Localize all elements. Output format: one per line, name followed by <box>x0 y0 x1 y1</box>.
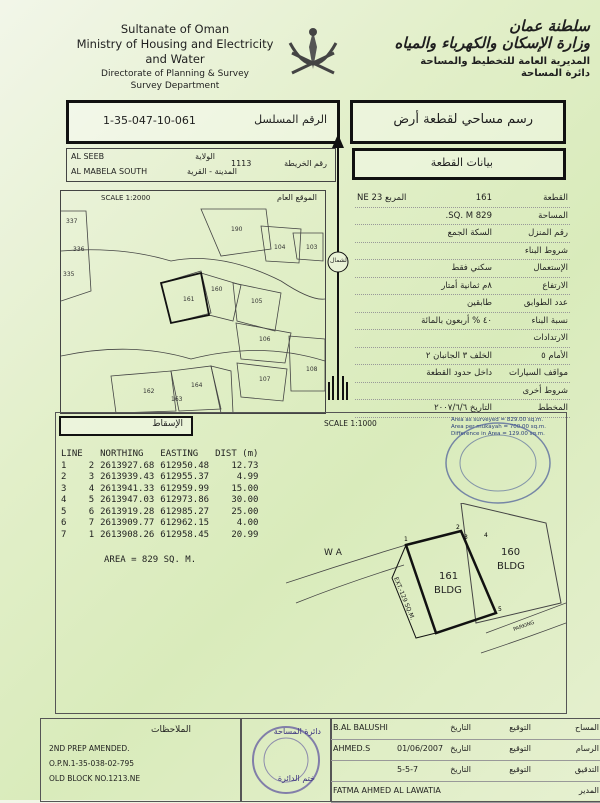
serial-number-box <box>66 100 340 144</box>
area-per-mukayah: Area per mukayah = 700.00 sq.m. <box>451 424 547 430</box>
plot-number-label: 161 <box>439 571 459 582</box>
wa-label: W A <box>324 548 342 558</box>
date-col-label: التاريخ <box>450 765 471 774</box>
distance-value: 25.00 <box>231 506 259 517</box>
signature-role: الرسام <box>575 744 599 753</box>
plot-data-label: رقم المنزل <box>528 228 568 238</box>
survey-scale: SCALE 1:1000 <box>324 419 377 428</box>
date-col-label: التاريخ <box>450 723 471 732</box>
plot-data-label: المخطط <box>537 403 568 413</box>
ministry-name: Ministry of Housing and Electricity <box>76 37 274 51</box>
plot-data-label: القطعة <box>543 193 568 203</box>
col-dist: DIST (m) <box>215 449 259 459</box>
stamp-box <box>240 718 332 802</box>
plot-data-row <box>355 348 570 366</box>
plot-data-value: داخل حدود القطعة <box>426 368 492 378</box>
key-map-plot-336: 336 <box>73 246 85 253</box>
signature-col-label: التوقيع <box>509 765 531 774</box>
distance-value: 4.99 <box>236 472 259 482</box>
plot-data-row <box>355 278 570 296</box>
ministry-name-cont: and Water <box>145 52 205 66</box>
plot-data-row <box>355 208 570 226</box>
department-name: Survey Department <box>130 81 220 91</box>
distance-value: 4.00 <box>236 518 259 528</box>
survey-stamp-icon <box>441 413 556 508</box>
plot-data-title: بيانات القطعة <box>430 156 493 169</box>
map-number-label: رقم الخريطة <box>284 159 327 168</box>
document-title: رسم مساحي لقطعة أرض <box>393 112 533 127</box>
key-map-plot-161: 161 <box>183 296 195 303</box>
coordinates-table <box>58 449 261 541</box>
plot-data-label: نسبة البناء <box>531 315 568 326</box>
line-to: 6 <box>88 506 95 517</box>
plot-data-label: الارتفاع <box>542 280 568 291</box>
plot-data-label: الإستعمال <box>533 263 568 273</box>
key-map-plot-107: 107 <box>259 376 271 383</box>
plot-data-label: الارتدادات <box>533 333 568 343</box>
village-value: AL MABELA SOUTH <box>71 167 148 176</box>
signature-row <box>331 719 600 740</box>
northing-value: 2613908.26 <box>100 529 155 540</box>
plot-data-value: طابقين <box>466 298 492 308</box>
location-box <box>66 148 336 182</box>
plot-data-value: 829 SQ. M. <box>445 210 492 221</box>
northing-value: 2613927.68 <box>100 460 155 471</box>
easting-value: 612959.99 <box>160 483 210 494</box>
plot-data-row <box>355 330 570 348</box>
stamp-text: دائرة المساحة <box>273 727 321 736</box>
country-name-ar: سلطنة عمان <box>509 17 590 35</box>
easting-value: 612950.48 <box>160 460 210 471</box>
easting-value: 612973.86 <box>160 495 210 505</box>
khanjar-emblem-icon <box>282 25 344 87</box>
coordinate-row <box>58 484 261 496</box>
plot-data-value: السكة الجمع <box>447 228 492 238</box>
remark-3: OLD BLOCK NO.1213.NE <box>49 774 141 783</box>
signature-name: B.AL BALUSHI <box>333 723 388 732</box>
vertex-2: 2 <box>456 524 460 531</box>
distance-value: 12.73 <box>231 460 259 471</box>
key-map-plot-105: 105 <box>251 298 263 305</box>
signature-col-label: التوقيع <box>509 723 531 732</box>
key-map-plot-335: 335 <box>63 271 75 278</box>
key-map-plot-163: 163 <box>171 396 183 403</box>
plot-data-title-box <box>352 148 566 180</box>
remark-1: 2ND PREP AMENDED. <box>49 744 130 753</box>
easting-value: 612955.37 <box>160 472 210 482</box>
parking-label: PARKING <box>512 619 536 633</box>
plot-data-value: التاريخ ٢٠٠٧/٦/٦ <box>434 403 492 413</box>
signature-name: AHMED.S <box>333 744 371 753</box>
key-map-plot-106: 106 <box>259 336 271 343</box>
key-map-plot-103: 103 <box>306 244 318 251</box>
ministry-name-ar: وزارة الإسكان والكهرباء والمياه <box>394 34 590 52</box>
key-map-plot-108: 108 <box>306 366 318 373</box>
directorate-name: Directorate of Planning & Survey <box>101 69 249 79</box>
remarks-title: الملاحظات <box>151 725 191 735</box>
signatures-table <box>330 718 600 802</box>
neighbor-plot-label: 160 <box>501 547 521 558</box>
key-map <box>60 190 326 414</box>
ministry-header-ar <box>355 18 590 52</box>
wilayat-value: AL SEEB <box>71 152 105 161</box>
northing-value: 2613941.33 <box>100 483 155 494</box>
projection-label: الإسقاط <box>152 419 183 429</box>
stamp-text-2: ختم الدائرة <box>277 774 315 783</box>
plot-data-label: المساحة <box>538 210 568 221</box>
plot-data-value: سكني فقط <box>451 263 492 273</box>
line-from: 2 <box>61 472 67 482</box>
plot-data-value: ٤٠ % أربعون بالمائة <box>421 315 492 326</box>
signature-role: المدير <box>578 786 599 795</box>
plot-data-row <box>355 260 570 278</box>
coordinate-row <box>58 518 261 530</box>
key-map-plot-162: 162 <box>143 388 155 395</box>
remark-2: O.P.N.1-35-038-02-795 <box>49 759 135 768</box>
northing-value: 2613939.43 <box>100 472 155 482</box>
plot-data-label: شروط أخرى <box>522 385 568 396</box>
extension-label: EXT.-129 SQ.M. <box>392 576 416 622</box>
line-to: 5 <box>88 495 95 505</box>
plot-data-extra: المربع 23 NE <box>357 193 407 203</box>
plot-data-row <box>355 383 570 401</box>
total-area: AREA = 829 SQ. M. <box>104 555 197 565</box>
plot-use-label: BLDG <box>434 585 462 596</box>
signature-date: 5-5-7 <box>397 765 419 774</box>
signature-col-label: التوقيع <box>509 744 531 753</box>
line-to: 2 <box>88 460 95 471</box>
line-from: 1 <box>61 460 67 471</box>
signature-role: المساح <box>574 723 599 732</box>
survey-plan-drawing <box>286 503 566 713</box>
northing-value: 2613909.77 <box>100 518 155 528</box>
key-map-title: الموقع العام <box>277 193 317 202</box>
distance-value: 20.99 <box>231 529 259 540</box>
coordinate-row <box>58 507 261 519</box>
signature-row <box>331 761 600 782</box>
country-name: Sultanate of Oman <box>120 22 230 36</box>
vertex-4: 4 <box>484 532 488 539</box>
plot-data-row <box>355 313 570 331</box>
line-to: 4 <box>88 483 95 494</box>
line-from: 4 <box>61 495 67 505</box>
wilayat-label: الولاية <box>195 152 215 161</box>
plot-data-table <box>355 190 570 413</box>
line-to: 7 <box>88 518 95 528</box>
plot-data-row <box>355 225 570 243</box>
coordinate-row <box>58 461 261 473</box>
signature-row <box>331 740 600 761</box>
serial-number-label: الرقم المسلسل <box>254 113 327 126</box>
plot-data-value: ٨م ثمانية أمتار <box>441 280 492 291</box>
plot-data-label: الأمام ٥ <box>541 350 568 361</box>
line-from: 6 <box>61 518 67 528</box>
line-from: 3 <box>61 483 67 494</box>
easting-value: 612985.27 <box>160 506 210 517</box>
projection-box <box>59 416 193 436</box>
line-to: 1 <box>88 529 95 540</box>
line-to: 3 <box>88 472 95 482</box>
col-line: LINE <box>61 449 83 459</box>
line-from: 5 <box>61 506 67 517</box>
document-title-box <box>350 100 566 144</box>
plot-data-value: الخلف ٣ الجانبان ٢ <box>425 350 492 361</box>
survey-section <box>55 412 567 714</box>
plot-data-label: مواقف السيارات <box>508 368 568 378</box>
key-map-plot-190: 190 <box>231 226 243 233</box>
plot-data-row <box>355 243 570 261</box>
ministry-header-en <box>55 22 295 67</box>
plot-data-row <box>355 190 570 208</box>
northing-value: 2613947.03 <box>100 495 155 505</box>
north-label: الشمال <box>330 257 349 264</box>
line-from: 7 <box>61 529 67 540</box>
coordinate-row <box>58 472 261 484</box>
key-map-scale: SCALE 1:2000 <box>101 194 151 202</box>
department-header-en <box>55 68 295 92</box>
northing-value: 2613919.28 <box>100 506 155 517</box>
area-as-surveyed: Area as surveyed = 829.00 sq.m. <box>451 417 544 423</box>
north-arrow-icon <box>325 130 351 410</box>
directorate-name-ar: المديرية العامة للتخطيط والمساحة <box>420 56 590 67</box>
signature-name: FATMA AHMED AL LAWATIA <box>333 786 441 795</box>
vertex-5: 5 <box>498 606 502 613</box>
department-name-ar: دائرة المساحة <box>520 68 590 79</box>
signature-role: التدقيق <box>574 765 599 774</box>
serial-number-value: 1-35-047-10-061 <box>103 114 196 127</box>
coordinate-row <box>58 495 261 507</box>
plot-data-row <box>355 295 570 313</box>
plot-data-row <box>355 365 570 383</box>
date-col-label: التاريخ <box>450 744 471 753</box>
coordinate-row <box>58 530 261 542</box>
department-header-ar <box>370 56 590 80</box>
map-number-value: 1113 <box>231 159 252 168</box>
col-northing: NORTHING <box>100 449 144 459</box>
vertex-3: 3 <box>464 534 468 541</box>
key-map-drawing <box>61 191 325 413</box>
plot-data-label: شروط البناء <box>524 245 568 256</box>
key-map-plot-160: 160 <box>211 286 223 293</box>
easting-value: 612962.15 <box>160 518 210 528</box>
easting-value: 612958.45 <box>160 529 210 540</box>
plot-data-value: 161 <box>475 193 492 203</box>
area-difference: Difference in Area = 129.00 sq.m. <box>451 431 545 437</box>
col-easting: EASTING <box>160 449 199 459</box>
key-map-plot-104: 104 <box>274 244 286 251</box>
distance-value: 15.00 <box>231 483 259 494</box>
plot-data-label: عدد الطوابق <box>523 298 568 308</box>
signature-date: 01/06/2007 <box>397 744 444 753</box>
key-map-plot-164: 164 <box>191 382 203 389</box>
key-map-plot-337: 337 <box>66 218 78 225</box>
neighbor-use-label: BLDG <box>497 561 525 572</box>
remarks-box <box>40 718 242 802</box>
vertex-1: 1 <box>404 536 408 543</box>
village-label: المدينة - القرية <box>186 167 237 176</box>
distance-value: 30.00 <box>231 495 259 505</box>
